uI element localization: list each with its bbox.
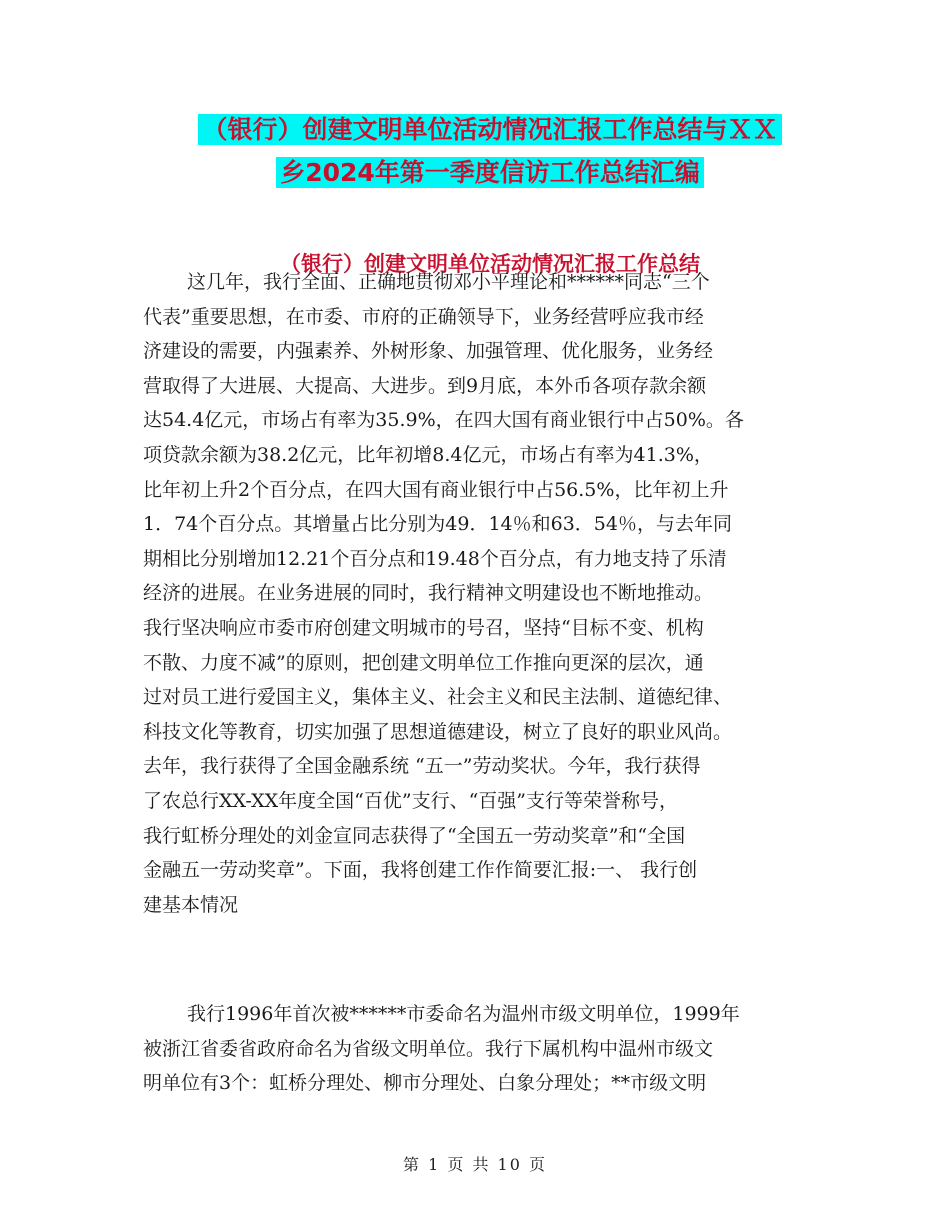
text-line: 1．74个百分点。其增量占比分别为49．14％和63．54％，与去年同 <box>143 513 732 536</box>
text-line: 去年，我行获得了全国金融系统 “五一”劳动奖状。今年，我行获得 <box>143 755 701 778</box>
page-footer: 第 1 页 共 10 页 <box>403 1155 547 1174</box>
text-line: 建基本情况 <box>143 893 239 916</box>
text-line: 达54.4亿元，市场占有率为35.9%，在四大国有商业银行中占50%。各 <box>143 409 744 432</box>
text-line: 我行1996年首次被******市委命名为温州市级文明单位，1999年 <box>187 1003 740 1025</box>
text-line: 科技文化等教育，切实加强了思想道德建设，树立了良好的职业风尚。 <box>143 720 733 743</box>
text-line: 这几年，我行全面、正确地贯彻邓小平理论和******同志“三个 <box>187 271 710 293</box>
text-line: 不散、力度不减”的原则，把创建文明单位工作推向更深的层次，通 <box>143 651 704 674</box>
text-line: 我行坚决响应市委市府创建文明城市的号召，坚持“目标不变、机构 <box>143 616 704 639</box>
text-line: 营取得了大进展、大提高、大进步。到9月底，本外币各项存款余额 <box>143 374 707 397</box>
text-line: 明单位有3个：虹桥分理处、柳市分理处、白象分理处；**市级文明 <box>143 1072 707 1095</box>
paragraph-1 <box>143 265 813 922</box>
section-subtitle: （银行）创建文明单位活动情况汇报工作总结 <box>280 252 700 276</box>
text-line: 代表”重要思想，在市委、市府的正确领导下，业务经营呼应我市经 <box>143 305 704 328</box>
document-title-line-2 <box>140 155 840 191</box>
text-line: 济建设的需要，内强素养、外树形象、加强管理、优化服务，业务经 <box>143 340 714 363</box>
highlighted-title-text-2: 乡2024年第一季度信访工作总结汇编 <box>276 157 704 188</box>
text-line: 我行虹桥分理处的刘金宣同志获得了“全国五一劳动奖章”和“全国 <box>143 824 686 847</box>
highlighted-title-text-1: （银行）创建文明单位活动情况汇报工作总结与ＸＸ <box>198 114 781 145</box>
text-line: 项贷款余额为38.2亿元，比年初增8.4亿元，市场占有率为41.3%， <box>143 443 713 466</box>
document-title-line-1 <box>140 112 840 148</box>
text-line: 期相比分别增加12.21个百分点和19.48个百分点，有力地支持了乐清 <box>143 547 727 570</box>
text-line: 比年初上升2个百分点，在四大国有商业银行中占56.5%，比年初上升 <box>143 478 729 501</box>
text-line: 被浙江省委省政府命名为省级文明单位。我行下属机构中温州市级文 <box>143 1037 714 1060</box>
paragraph-2 <box>143 997 813 1101</box>
text-line: 过对员工进行爱国主义，集体主义、社会主义和民主法制、道德纪律、 <box>143 686 733 709</box>
text-line: 了农总行XX-XX年度全国“百优”支行、“百强”支行等荣誉称号， <box>143 789 679 812</box>
text-line: 金融五一劳动奖章”。下面，我将创建工作作简要汇报:一、 我行创 <box>143 859 698 882</box>
text-line: 经济的进展。在业务进展的同时，我行精神文明建设也不断地推动。 <box>143 582 714 605</box>
